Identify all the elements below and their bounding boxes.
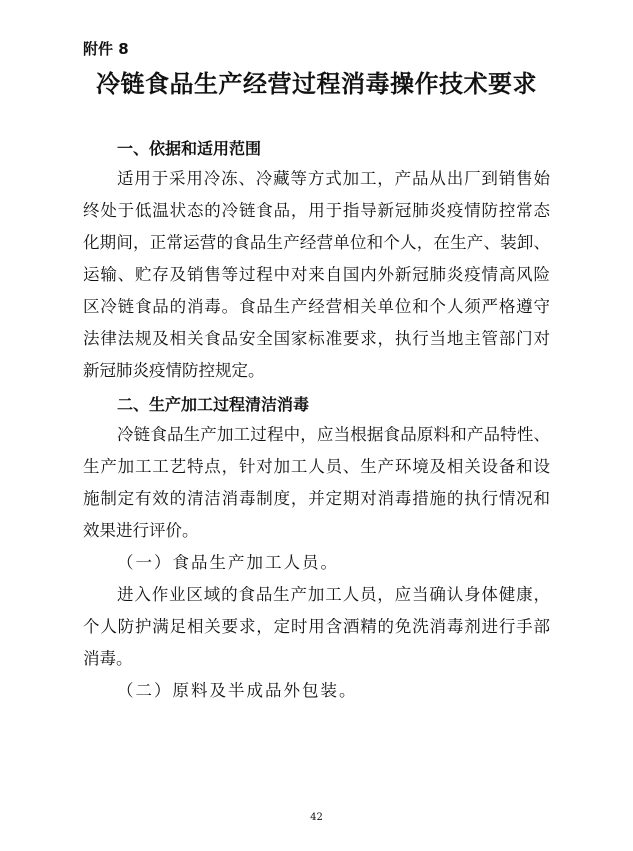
paragraph-line: 运输、贮存及销售等过程中对来自国内外新冠肺炎疫情高风险 (83, 265, 550, 284)
paragraph-line: 效果进行评价。 (83, 521, 199, 540)
paragraph-line: 个人防护满足相关要求，定时用含酒精的免洗消毒剂进行手部 (83, 617, 550, 636)
paragraph-line: 消毒。 (83, 649, 133, 668)
paragraph-line: 化期间，正常运营的食品生产经营单位和个人，在生产、装卸、 (83, 233, 550, 252)
paragraph-line: 区冷链食品的消毒。食品生产经营相关单位和个人须严格遵守 (83, 297, 550, 316)
paragraph-line: 进入作业区域的食品生产加工人员，应当确认身体健康， (117, 585, 550, 604)
paragraph-line: 新冠肺炎疫情防控规定。 (83, 361, 265, 380)
page-number: 42 (310, 812, 323, 823)
paragraph-line: 生产加工工艺特点，针对加工人员、生产环境及相关设备和设 (83, 457, 550, 476)
attachment-label: 附件 8 (83, 40, 129, 58)
document-title: 冷链食品生产经营过程消毒操作技术要求 (96, 70, 537, 98)
section1-heading: 一、依据和适用范围 (117, 139, 262, 158)
paragraph-line: 法律法规及相关食品安全国家标准要求，执行当地主管部门对 (83, 329, 550, 348)
paragraph-line: 终处于低温状态的冷链食品，用于指导新冠肺炎疫情防控常态 (83, 201, 550, 220)
subsection2-heading: （二）原料及半成品外包装。 (117, 681, 358, 700)
section2-heading: 二、生产加工过程清洁消毒 (117, 395, 310, 414)
paragraph-line: 适用于采用冷冻、冷藏等方式加工，产品从出厂到销售始 (117, 169, 550, 188)
paragraph-line: 冷链食品生产加工过程中，应当根据食品原料和产品特性、 (117, 425, 550, 444)
subsection1-heading: （一）食品生产加工人员。 (117, 553, 339, 572)
paragraph-line: 施制定有效的清洁消毒制度，并定期对消毒措施的执行情况和 (83, 489, 550, 508)
